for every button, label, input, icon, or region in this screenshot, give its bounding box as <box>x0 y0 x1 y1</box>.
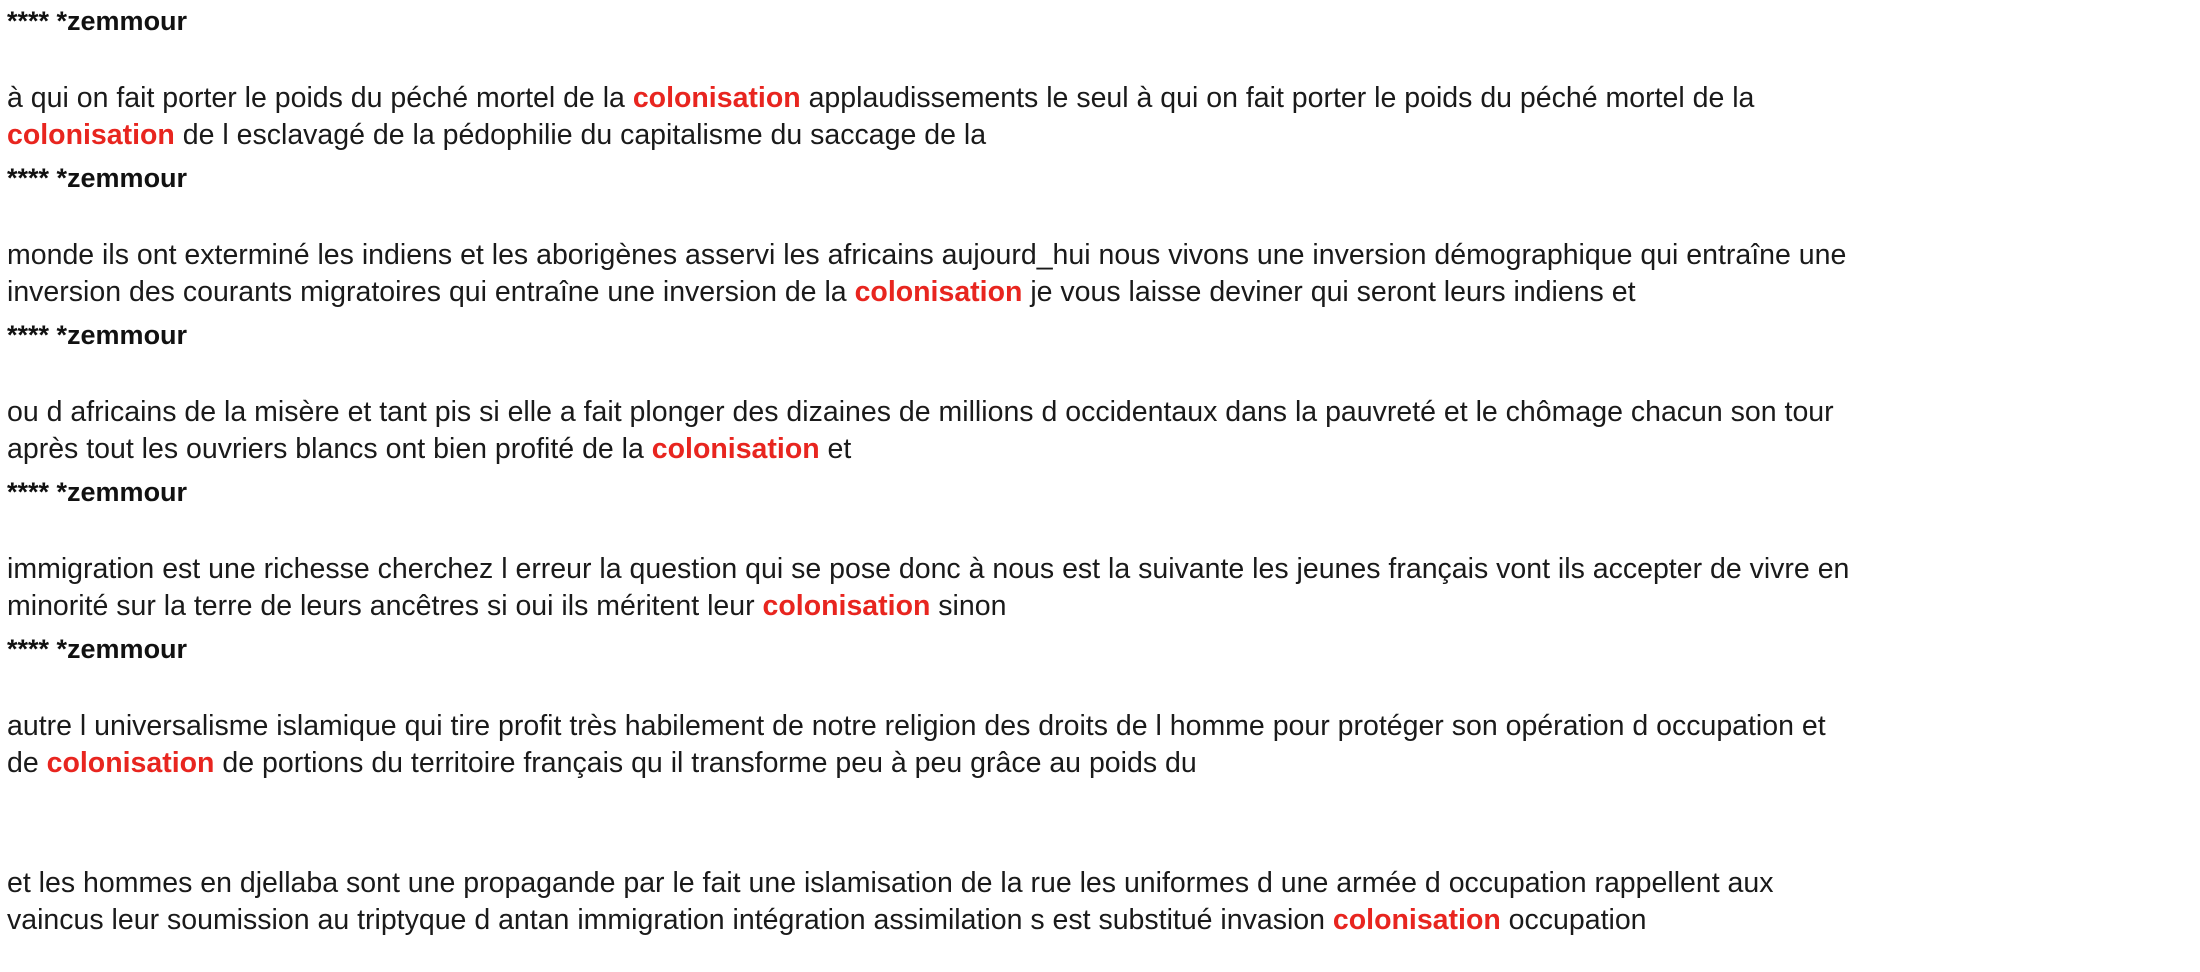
context-text <box>7 394 2197 468</box>
context-line <box>7 117 2197 154</box>
text-before: inversion des courants migratoires qui entraîne une inversion de la <box>7 276 855 308</box>
keyword-highlight: colonisation <box>854 276 1023 308</box>
concordance-entry <box>7 4 2197 154</box>
text-before: après tout les ouvriers blancs ont bien profité de la <box>7 433 652 465</box>
keyword-highlight: colonisation <box>46 747 215 779</box>
keyword-highlight: colonisation <box>762 590 931 622</box>
context-line <box>7 708 2197 745</box>
context-text <box>7 551 2197 625</box>
text-after: de l esclavagé de la pédophilie du capitalisme du saccage de la <box>174 119 987 151</box>
text-after: et <box>819 433 852 465</box>
text-before: à qui on fait porter le poids du péché mortel de la <box>7 82 633 114</box>
text-after: je vous laisse deviner qui seront leurs indiens et <box>1022 276 1636 308</box>
context-text <box>7 237 2197 311</box>
text-before: vaincus leur soumission au triptyque d antan immigration intégration assimilation s est substitué invasion <box>7 904 1333 936</box>
context-text <box>7 865 2197 939</box>
context-line <box>7 745 2197 782</box>
keyword-highlight: colonisation <box>7 119 175 151</box>
context-text <box>7 80 2197 154</box>
text-before: immigration est une richesse cherchez l erreur la question qui se pose donc à nous est la suivante les jeunes français vont ils accepter de vivre en <box>7 553 1850 585</box>
context-line <box>7 865 2197 902</box>
context-line <box>7 902 2197 939</box>
context-line <box>7 80 2197 117</box>
concordance-entry <box>7 318 2197 468</box>
context-line <box>7 588 2197 625</box>
text-after: de portions du territoire français qu il transforme peu à peu grâce au poids du <box>214 747 1197 779</box>
speaker-label <box>7 789 2197 823</box>
context-line <box>7 431 2197 468</box>
text-after: sinon <box>930 590 1007 622</box>
text-before: monde ils ont exterminé les indiens et les aborigènes asservi les africains aujourd_hui nous vivons une inversion démographique qui entraîne une <box>7 239 1847 271</box>
concordance-entry <box>7 632 2197 782</box>
context-text <box>7 708 2197 782</box>
keyword-highlight: colonisation <box>651 433 820 465</box>
keyword-highlight: colonisation <box>632 82 801 114</box>
concordance-entry <box>7 789 2197 939</box>
speaker-label: **** *zemmour <box>7 320 188 350</box>
text-before: de <box>7 747 47 779</box>
context-line <box>7 394 2197 431</box>
text-after: occupation <box>1500 904 1647 936</box>
context-line <box>7 237 2197 274</box>
keyword-highlight: colonisation <box>1332 904 1501 936</box>
context-line <box>7 274 2197 311</box>
text-before: ou d africains de la misère et tant pis si elle a fait plonger des dizaines de millions d occidentaux dans la pauvreté et le chômage chacun son tour <box>7 396 1834 428</box>
text-before: et les hommes en djellaba sont une propagande par le fait une islamisation de la rue les uniformes d une armée d occupation rappellent aux <box>7 867 1774 899</box>
text-after: applaudissements le seul à qui on fait porter le poids du péché mortel de la <box>800 82 1755 114</box>
concordance-entry <box>7 161 2197 311</box>
speaker-label: **** *zemmour <box>7 477 188 507</box>
speaker-label: **** *zemmour <box>7 6 188 36</box>
text-before: autre l universalisme islamique qui tire profit très habilement de notre religion des droits de l homme pour protéger son opération d occupation et <box>7 710 1826 742</box>
text-before: minorité sur la terre de leurs ancêtres si oui ils méritent leur <box>7 590 763 622</box>
speaker-label: **** *zemmour <box>7 163 188 193</box>
concordance-entry <box>7 475 2197 625</box>
speaker-label: **** *zemmour <box>7 634 188 664</box>
context-line <box>7 551 2197 588</box>
